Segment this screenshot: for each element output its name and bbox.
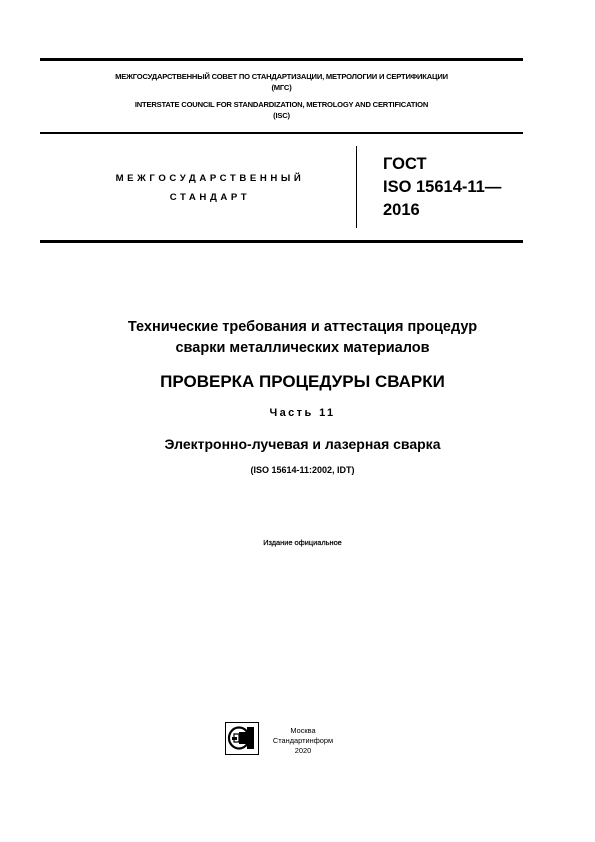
council-name-ru: МЕЖГОСУДАРСТВЕННЫЙ СОВЕТ ПО СТАНДАРТИЗАЦИИ, МЕТРОЛОГИИ И СЕРТИФИКАЦИИ (115, 72, 448, 81)
publisher-name: Стандартинформ (272, 736, 334, 745)
gost-designation-line2: ISO 15614-11— (383, 178, 502, 196)
main-title: ПРОВЕРКА ПРОЦЕДУРЫ СВАРКИ (160, 372, 445, 391)
block-rule (40, 240, 523, 243)
standard-label-line2: СТАНДАРТ (169, 192, 251, 203)
part-label: Часть 11 (269, 407, 336, 419)
iso-reference: (ISO 15614-11:2002, IDT) (250, 465, 355, 475)
header-rule (40, 132, 523, 134)
publisher-city: Москва (290, 726, 316, 735)
standartinform-logo-icon (225, 722, 259, 755)
gost-designation-line3: 2016 (383, 201, 420, 219)
top-rule (40, 58, 523, 61)
council-name-en: INTERSTATE COUNCIL FOR STANDARDIZATION, METROLOGY AND CERTIFICATION (134, 100, 429, 109)
gost-designation-line1: ГОСТ (383, 155, 427, 173)
council-abbr-en: (ISC) (273, 111, 290, 120)
edition-label: Издание официальное (263, 538, 342, 547)
title-line1: Технические требования и аттестация процедур (127, 319, 478, 335)
publication-year: 2020 (294, 746, 312, 755)
standard-label-line1: МЕЖГОСУДАРСТВЕННЫЙ (115, 173, 305, 184)
subtitle: Электронно-лучевая и лазерная сварка (164, 436, 441, 452)
vertical-divider (356, 146, 357, 228)
council-abbr-ru: (МГС) (271, 83, 292, 92)
title-line2: сварки металлических материалов (175, 340, 430, 356)
